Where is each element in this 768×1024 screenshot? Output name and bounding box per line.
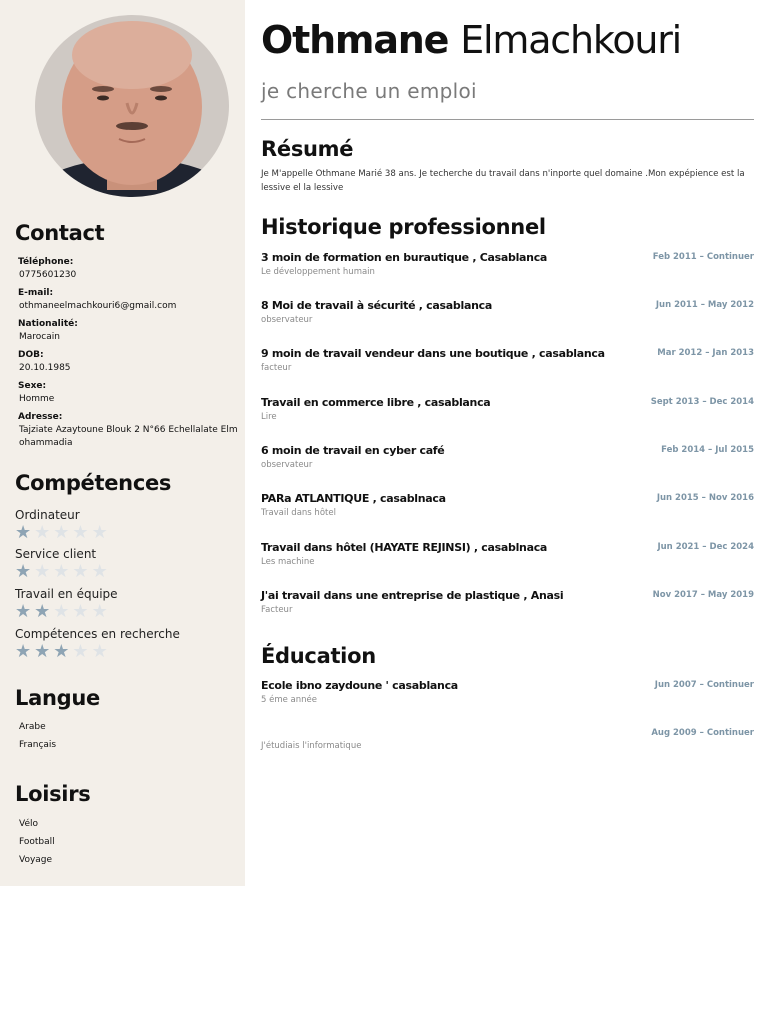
entry-title: 8 Moi de travail à sécurité , casablanca — [261, 299, 492, 312]
skills-heading: Compétences — [15, 471, 172, 495]
last-name: Elmachkouri — [460, 18, 682, 62]
star-empty-icon: ★ — [53, 522, 73, 543]
contact-heading: Contact — [15, 221, 105, 245]
education-heading: Éducation — [261, 644, 376, 668]
star-empty-icon: ★ — [34, 522, 54, 543]
skill-name: Ordinateur — [15, 508, 80, 522]
profile-photo-image — [35, 15, 229, 197]
entry-date: Feb 2011 – Continuer — [652, 252, 754, 262]
history-entry — [261, 589, 754, 623]
contact-list — [18, 256, 238, 455]
history-entry — [261, 492, 754, 526]
skill-name: Service client — [15, 547, 97, 561]
star-empty-icon: ★ — [91, 522, 111, 543]
entry-subtitle: Les machine — [261, 557, 315, 567]
summary-heading: Résumé — [261, 137, 354, 161]
star-empty-icon: ★ — [91, 601, 111, 622]
star-filled-icon: ★ — [34, 601, 54, 622]
hobby-item: Football — [19, 837, 55, 847]
skill-item — [15, 546, 235, 582]
phone-label: Téléphone: — [18, 257, 74, 267]
dob-label: DOB: — [18, 350, 44, 360]
entry-subtitle: J'étudiais l'informatique — [261, 741, 362, 751]
history-entry — [261, 251, 754, 285]
hobbies-list — [19, 815, 219, 869]
entry-date: Jun 2021 – Dec 2024 — [657, 542, 754, 552]
entry-subtitle: observateur — [261, 460, 313, 470]
entry-subtitle: Travail dans hôtel — [261, 508, 336, 518]
star-empty-icon: ★ — [53, 601, 73, 622]
star-filled-icon: ★ — [15, 641, 35, 662]
entry-subtitle: observateur — [261, 315, 313, 325]
address-label: Adresse: — [18, 412, 63, 422]
star-empty-icon: ★ — [72, 522, 92, 543]
summary-text: Je M'appelle Othmane Marié 38 ans. Je techerche du travail dans n'inporte quel domaine .Mon expépience est la lessive el la lessive — [261, 169, 745, 193]
skill-name: Compétences en recherche — [15, 627, 180, 641]
entry-subtitle: facteur — [261, 363, 292, 373]
star-empty-icon: ★ — [72, 641, 92, 662]
nationality-value: Marocain — [19, 332, 60, 342]
history-entry — [261, 347, 754, 381]
education-entry — [261, 727, 754, 761]
history-entry — [261, 444, 754, 478]
sex-label: Sexe: — [18, 381, 47, 391]
history-entry — [261, 541, 754, 575]
entry-title: PARa ATLANTIQUE , casablnaca — [261, 492, 446, 505]
address-value: Tajziate Azaytoune Blouk 2 N°66 Echellalate Elm ohammadia — [19, 425, 238, 448]
star-filled-icon: ★ — [53, 641, 73, 662]
entry-date: Feb 2014 – Jul 2015 — [661, 445, 754, 455]
hobby-item: Vélo — [19, 819, 39, 829]
skill-rating — [15, 562, 235, 582]
history-heading: Historique professionnel — [261, 215, 546, 239]
star-filled-icon: ★ — [34, 641, 54, 662]
hobby-item: Voyage — [19, 855, 53, 865]
full-name — [261, 18, 681, 62]
entry-date: Aug 2009 – Continuer — [651, 728, 754, 738]
star-empty-icon: ★ — [34, 561, 54, 582]
entry-date: Mar 2012 – Jan 2013 — [657, 348, 754, 358]
phone-value: 0775601230 — [19, 270, 77, 280]
skill-rating — [15, 642, 235, 662]
skill-name: Travail en équipe — [15, 587, 118, 601]
email-label: E-mail: — [18, 288, 54, 298]
education-entry — [261, 679, 754, 713]
dob-value: 20.10.1985 — [19, 363, 71, 373]
language-list — [19, 718, 219, 754]
skill-rating — [15, 602, 235, 622]
skill-item — [15, 507, 235, 543]
nationality-label: Nationalité: — [18, 319, 78, 329]
star-filled-icon: ★ — [15, 561, 35, 582]
star-empty-icon: ★ — [72, 561, 92, 582]
entry-title: 6 moin de travail en cyber café — [261, 444, 445, 457]
entry-date: Sept 2013 – Dec 2014 — [650, 397, 754, 407]
entry-date: Jun 2011 – May 2012 — [655, 300, 754, 310]
entry-title: J'ai travail dans une entreprise de plastique , Anasi — [261, 589, 564, 602]
job-tagline: je cherche un emploi — [261, 79, 477, 103]
entry-title: 3 moin de formation en burautique , Casablanca — [261, 251, 548, 264]
star-empty-icon: ★ — [72, 601, 92, 622]
sex-value: Homme — [19, 394, 55, 404]
star-empty-icon: ★ — [91, 561, 111, 582]
entry-date: Jun 2015 – Nov 2016 — [656, 493, 754, 503]
skill-item — [15, 586, 235, 622]
language-item: Arabe — [19, 722, 46, 732]
star-empty-icon: ★ — [53, 561, 73, 582]
star-empty-icon: ★ — [91, 641, 111, 662]
star-filled-icon: ★ — [15, 601, 35, 622]
entry-subtitle: Lire — [261, 412, 277, 422]
first-name: Othmane — [261, 18, 449, 62]
skill-item — [15, 626, 235, 662]
language-item: Français — [19, 740, 57, 750]
profile-photo — [35, 15, 229, 197]
history-entry — [261, 396, 754, 430]
entry-title: Travail dans hôtel (HAYATE REJINSI) , casablnaca — [261, 541, 548, 554]
entry-date: Nov 2017 – May 2019 — [652, 590, 754, 600]
language-heading: Langue — [15, 686, 100, 710]
entry-title: 9 moin de travail vendeur dans une boutique , casablanca — [261, 347, 605, 360]
entry-subtitle: 5 éme année — [261, 695, 317, 705]
hobbies-heading: Loisirs — [15, 782, 91, 806]
skill-rating — [15, 523, 235, 543]
entry-subtitle: Facteur — [261, 605, 293, 615]
entry-subtitle: Le développement humain — [261, 267, 375, 277]
history-entry — [261, 299, 754, 333]
sidebar — [0, 0, 245, 886]
header-divider — [261, 119, 754, 120]
star-filled-icon: ★ — [15, 522, 35, 543]
entry-title: Ecole ibno zaydoune ' casablanca — [261, 679, 458, 692]
entry-date: Jun 2007 – Continuer — [654, 680, 754, 690]
email-value[interactable]: othmaneelmachkouri6@gmail.com — [19, 301, 177, 311]
entry-title: Travail en commerce libre , casablanca — [261, 396, 491, 409]
